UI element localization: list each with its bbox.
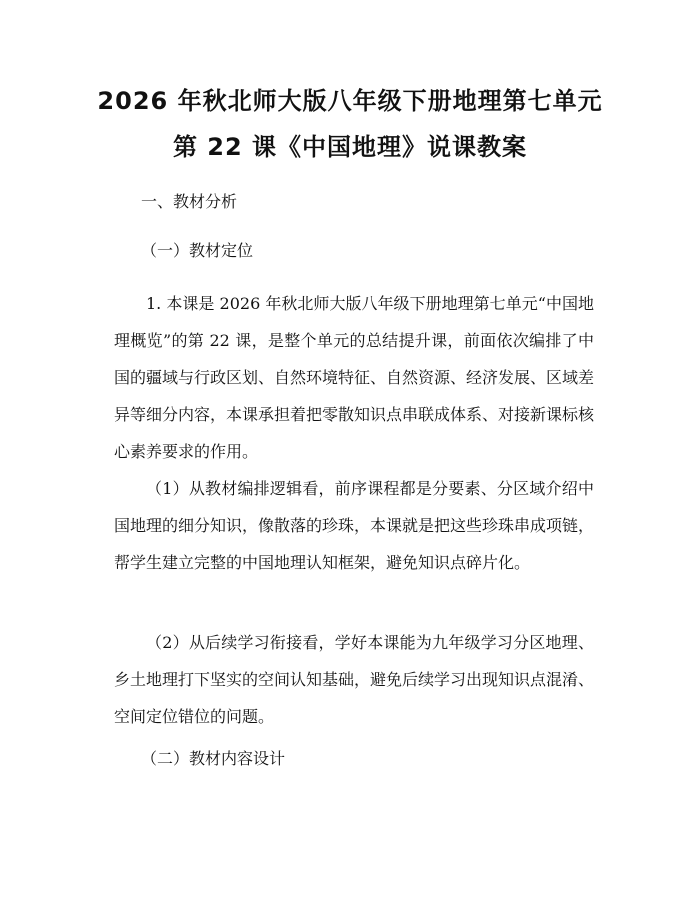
document-title-line-2: 第 22 课《中国地理》说课教案 [172,133,528,161]
section-heading-teaching-material-analysis: 一、教材分析 [141,192,238,211]
paragraph-compilation-logic: （1）从教材编排逻辑看，前序课程都是分要素、分区域介绍中国地理的细分知识，像散落的珍珠，本课就是把这些珍珠串成项链，帮学生建立完整的中国地理认知框架，避免知识点碎片化。 [114,479,595,572]
document-title-line-1: 2026 年秋北师大版八年级下册地理第七单元 [97,87,603,115]
subsection-heading-content-design: （二）教材内容设计 [141,749,286,768]
subsection-heading-material-positioning: （一）教材定位 [141,241,254,260]
paragraph-lesson-overview: 1. 本课是 2026 年秋北师大版八年级下册地理第七单元“中国地理概览”的第 22 课，是整个单元的总结提升课，前面依次编排了中国的疆域与行政区划、自然环境特征、自然资源、经济发展、区域差异等细分内容，本课承担着把零散知识点串联成体系、对接新课标核心素养要求的作用。 [114,294,595,461]
paragraph-follow-up-learning: （2）从后续学习衔接看，学好本课能为九年级学习分区地理、乡土地理打下坚实的空间认知基础，避免后续学习出现知识点混淆、空间定位错位的问题。 [114,633,595,726]
